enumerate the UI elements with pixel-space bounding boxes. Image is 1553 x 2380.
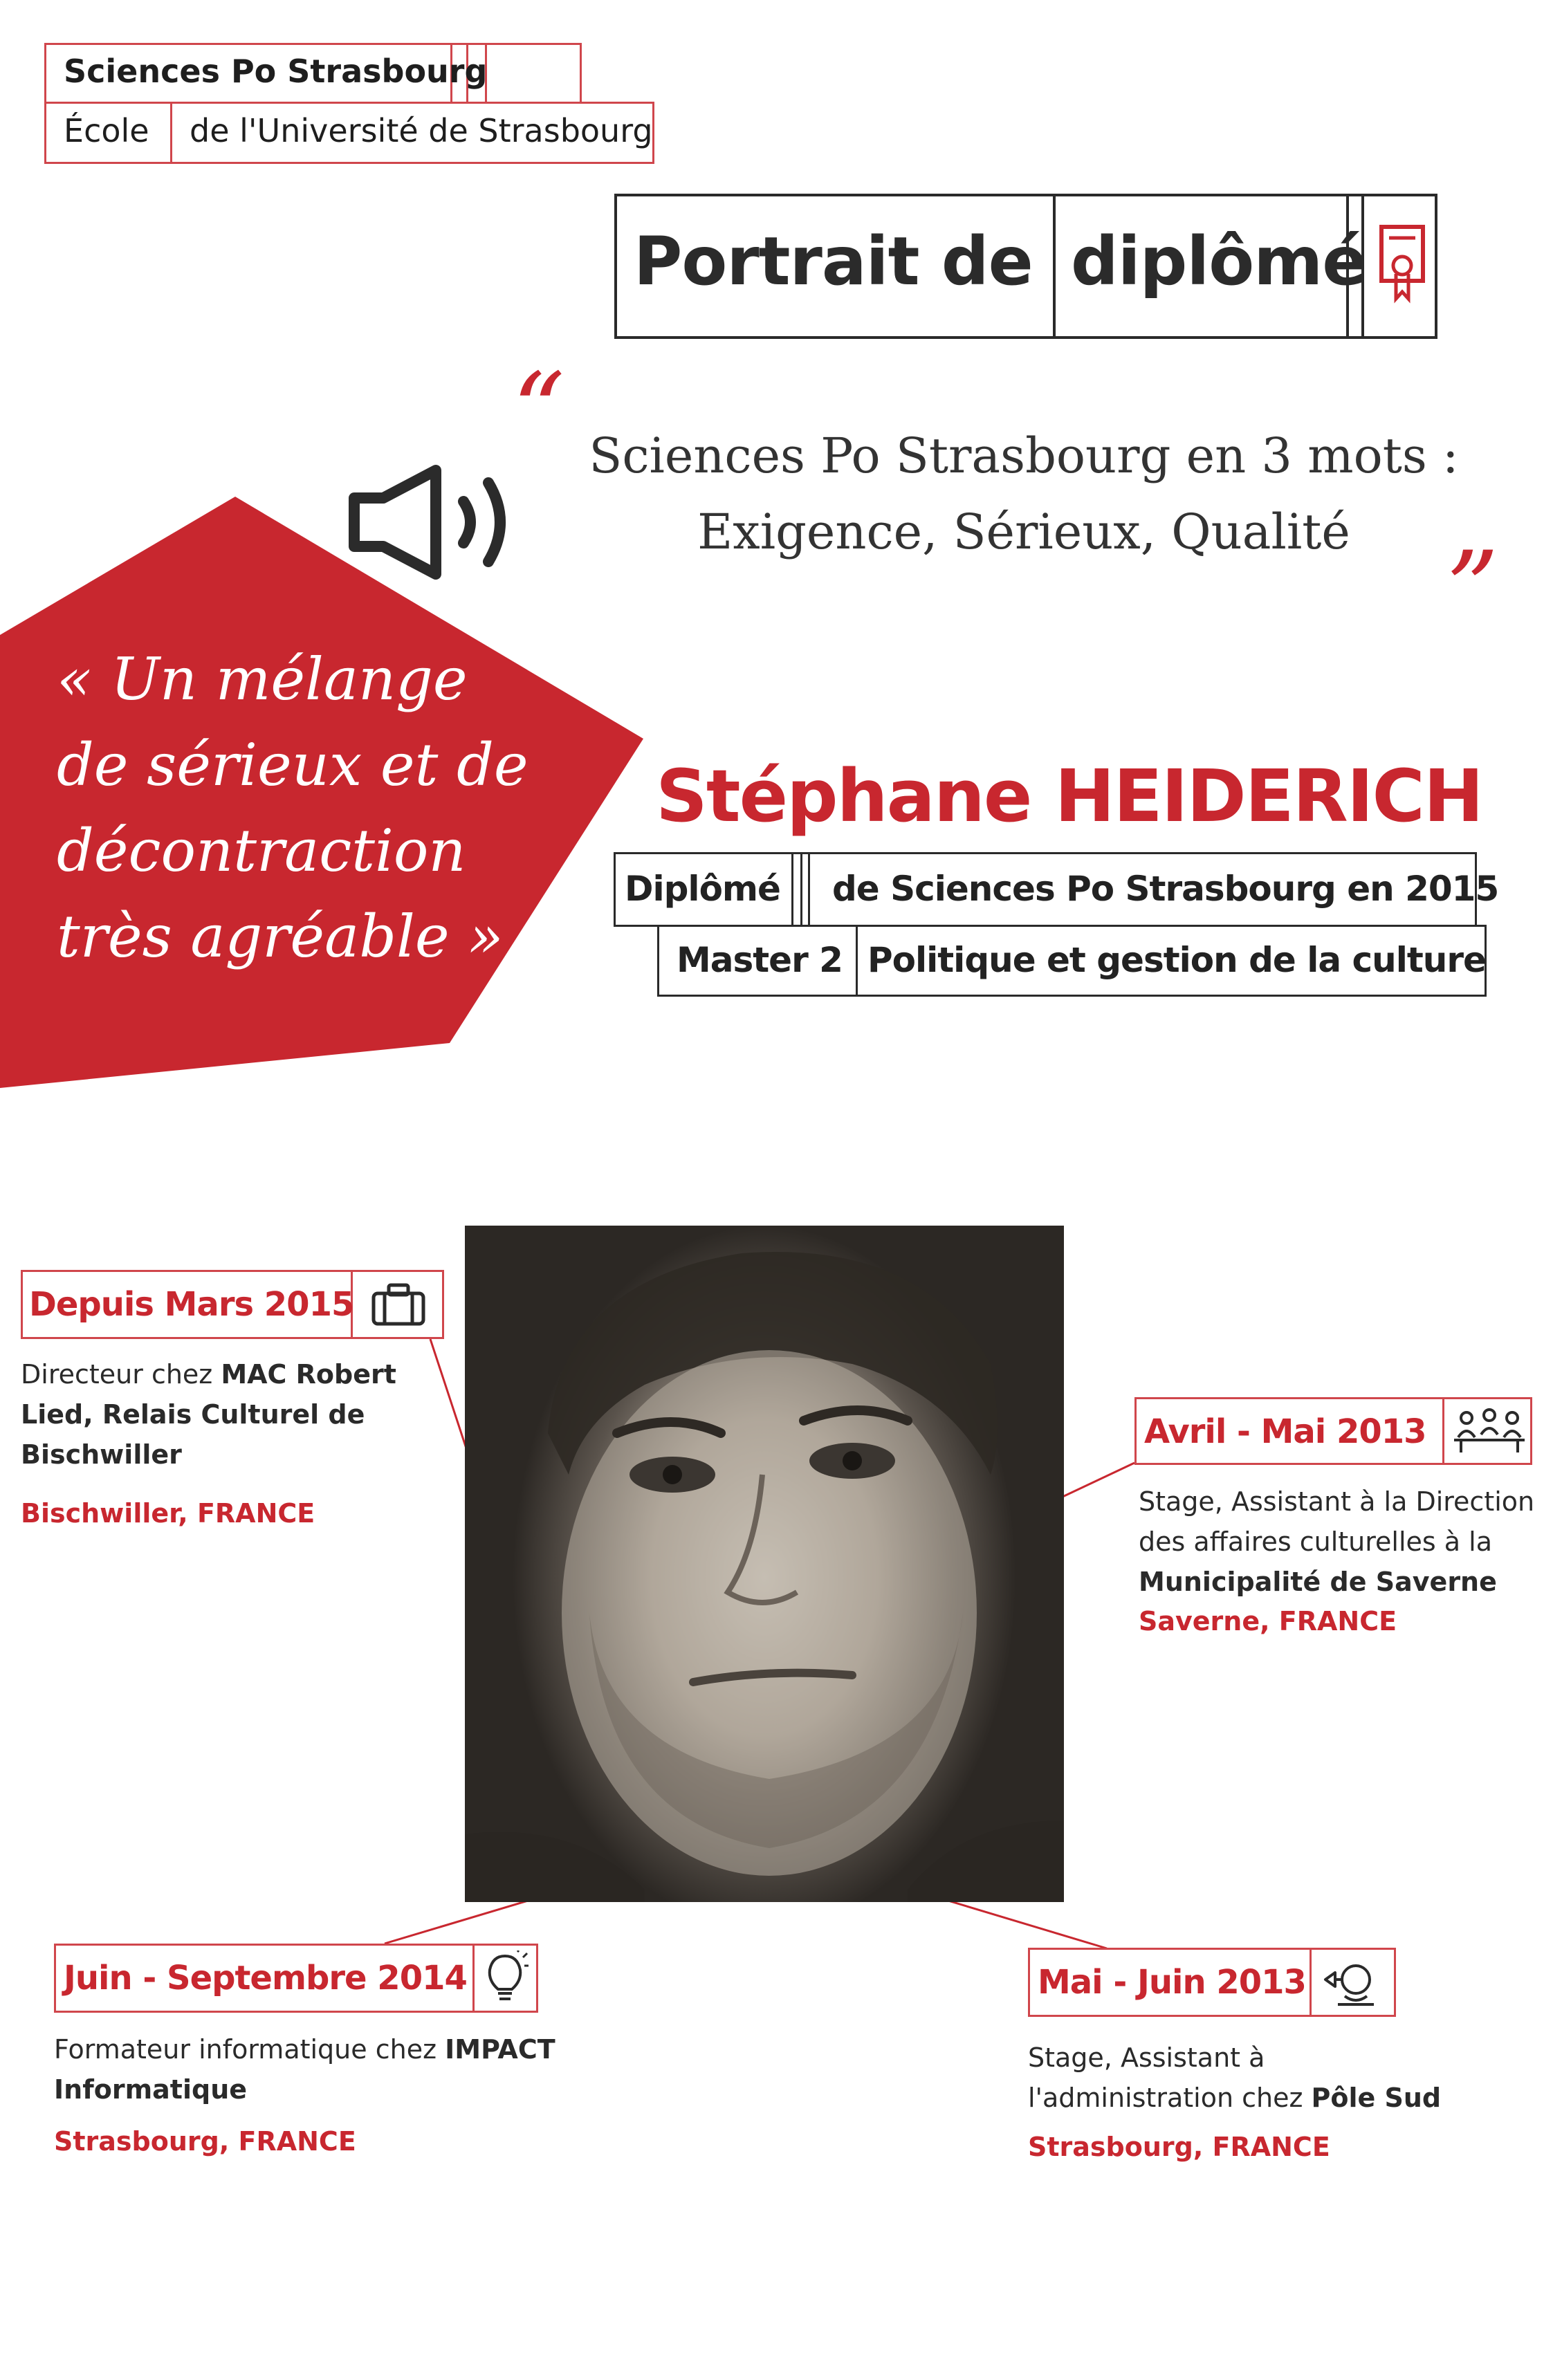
team-meeting-icon	[1451, 1407, 1527, 1455]
master-row	[657, 925, 1494, 1002]
timeline-date: Depuis Mars 2015	[29, 1285, 354, 1324]
diploma-icon	[1378, 224, 1426, 307]
quote-line1: Sciences Po Strasbourg en 3 mots :	[589, 427, 1459, 484]
school-logo	[44, 43, 667, 166]
timeline-location: Strasbourg, FRANCE	[54, 2126, 356, 2157]
graduate-name	[656, 754, 1482, 838]
quote-close-mark: ”	[1446, 530, 1499, 650]
portrait-title-bar	[614, 194, 1514, 339]
timeline-date: Mai - Juin 2013	[1038, 1963, 1306, 2002]
pull-quote-line1: « Un mélange	[57, 645, 468, 713]
master-label: Master 2	[677, 940, 843, 980]
graduate-first-name: Stéphane	[656, 754, 1031, 838]
graduate-photo	[465, 1226, 1064, 1902]
timeline-description: Stage, Assistant à l'administration chez Pôle Sud	[1028, 2042, 1442, 2113]
diploma-value: de Sciences Po Strasbourg en 2015	[832, 869, 1499, 909]
timeline-location: Saverne, FRANCE	[1139, 1606, 1397, 1636]
headset-icon	[1320, 1959, 1386, 2007]
logo-line2-university: de l'Université de Strasbourg	[190, 112, 653, 149]
timeline-date: Juin - Septembre 2014	[64, 1959, 467, 1998]
briefcase-icon	[371, 1282, 426, 1327]
logo-line1: Sciences Po Strasbourg	[64, 53, 488, 90]
master-value: Politique et gestion de la culture	[867, 940, 1486, 980]
pull-quote-line3: décontraction	[57, 817, 466, 885]
pull-quote-text	[57, 636, 541, 979]
timeline-location: Bischwiller, FRANCE	[21, 1498, 315, 1529]
diploma-row	[614, 852, 1499, 930]
pull-quote-line2: de sérieux et de	[57, 731, 529, 799]
lightbulb-icon	[484, 1950, 529, 2006]
page-title-part1: Portrait de	[634, 223, 1033, 300]
quote-open-mark: “	[512, 351, 565, 472]
quote-line2: Exigence, Sérieux, Qualité	[697, 504, 1350, 560]
diploma-label: Diplômé	[625, 869, 780, 909]
timeline-location: Strasbourg, FRANCE	[1028, 2132, 1330, 2162]
timeline-description: Stage, Assistant à la Direction des affaires culturelles à la Municipalité de Saverne	[1139, 1486, 1535, 1597]
timeline-date: Avril - Mai 2013	[1144, 1412, 1426, 1451]
graduate-last-name: HEIDERICH	[1054, 754, 1482, 838]
logo-line2-ecole: École	[64, 112, 149, 149]
page-title-part2: diplômé	[1071, 223, 1367, 300]
pull-quote-line4: très agréable »	[57, 903, 504, 970]
timeline-description: Formateur informatique chez IMPACT Informatique	[54, 2034, 555, 2105]
timeline-description: Directeur chez MAC Robert Lied, Relais Culturel de Bischwiller	[21, 1359, 396, 1470]
